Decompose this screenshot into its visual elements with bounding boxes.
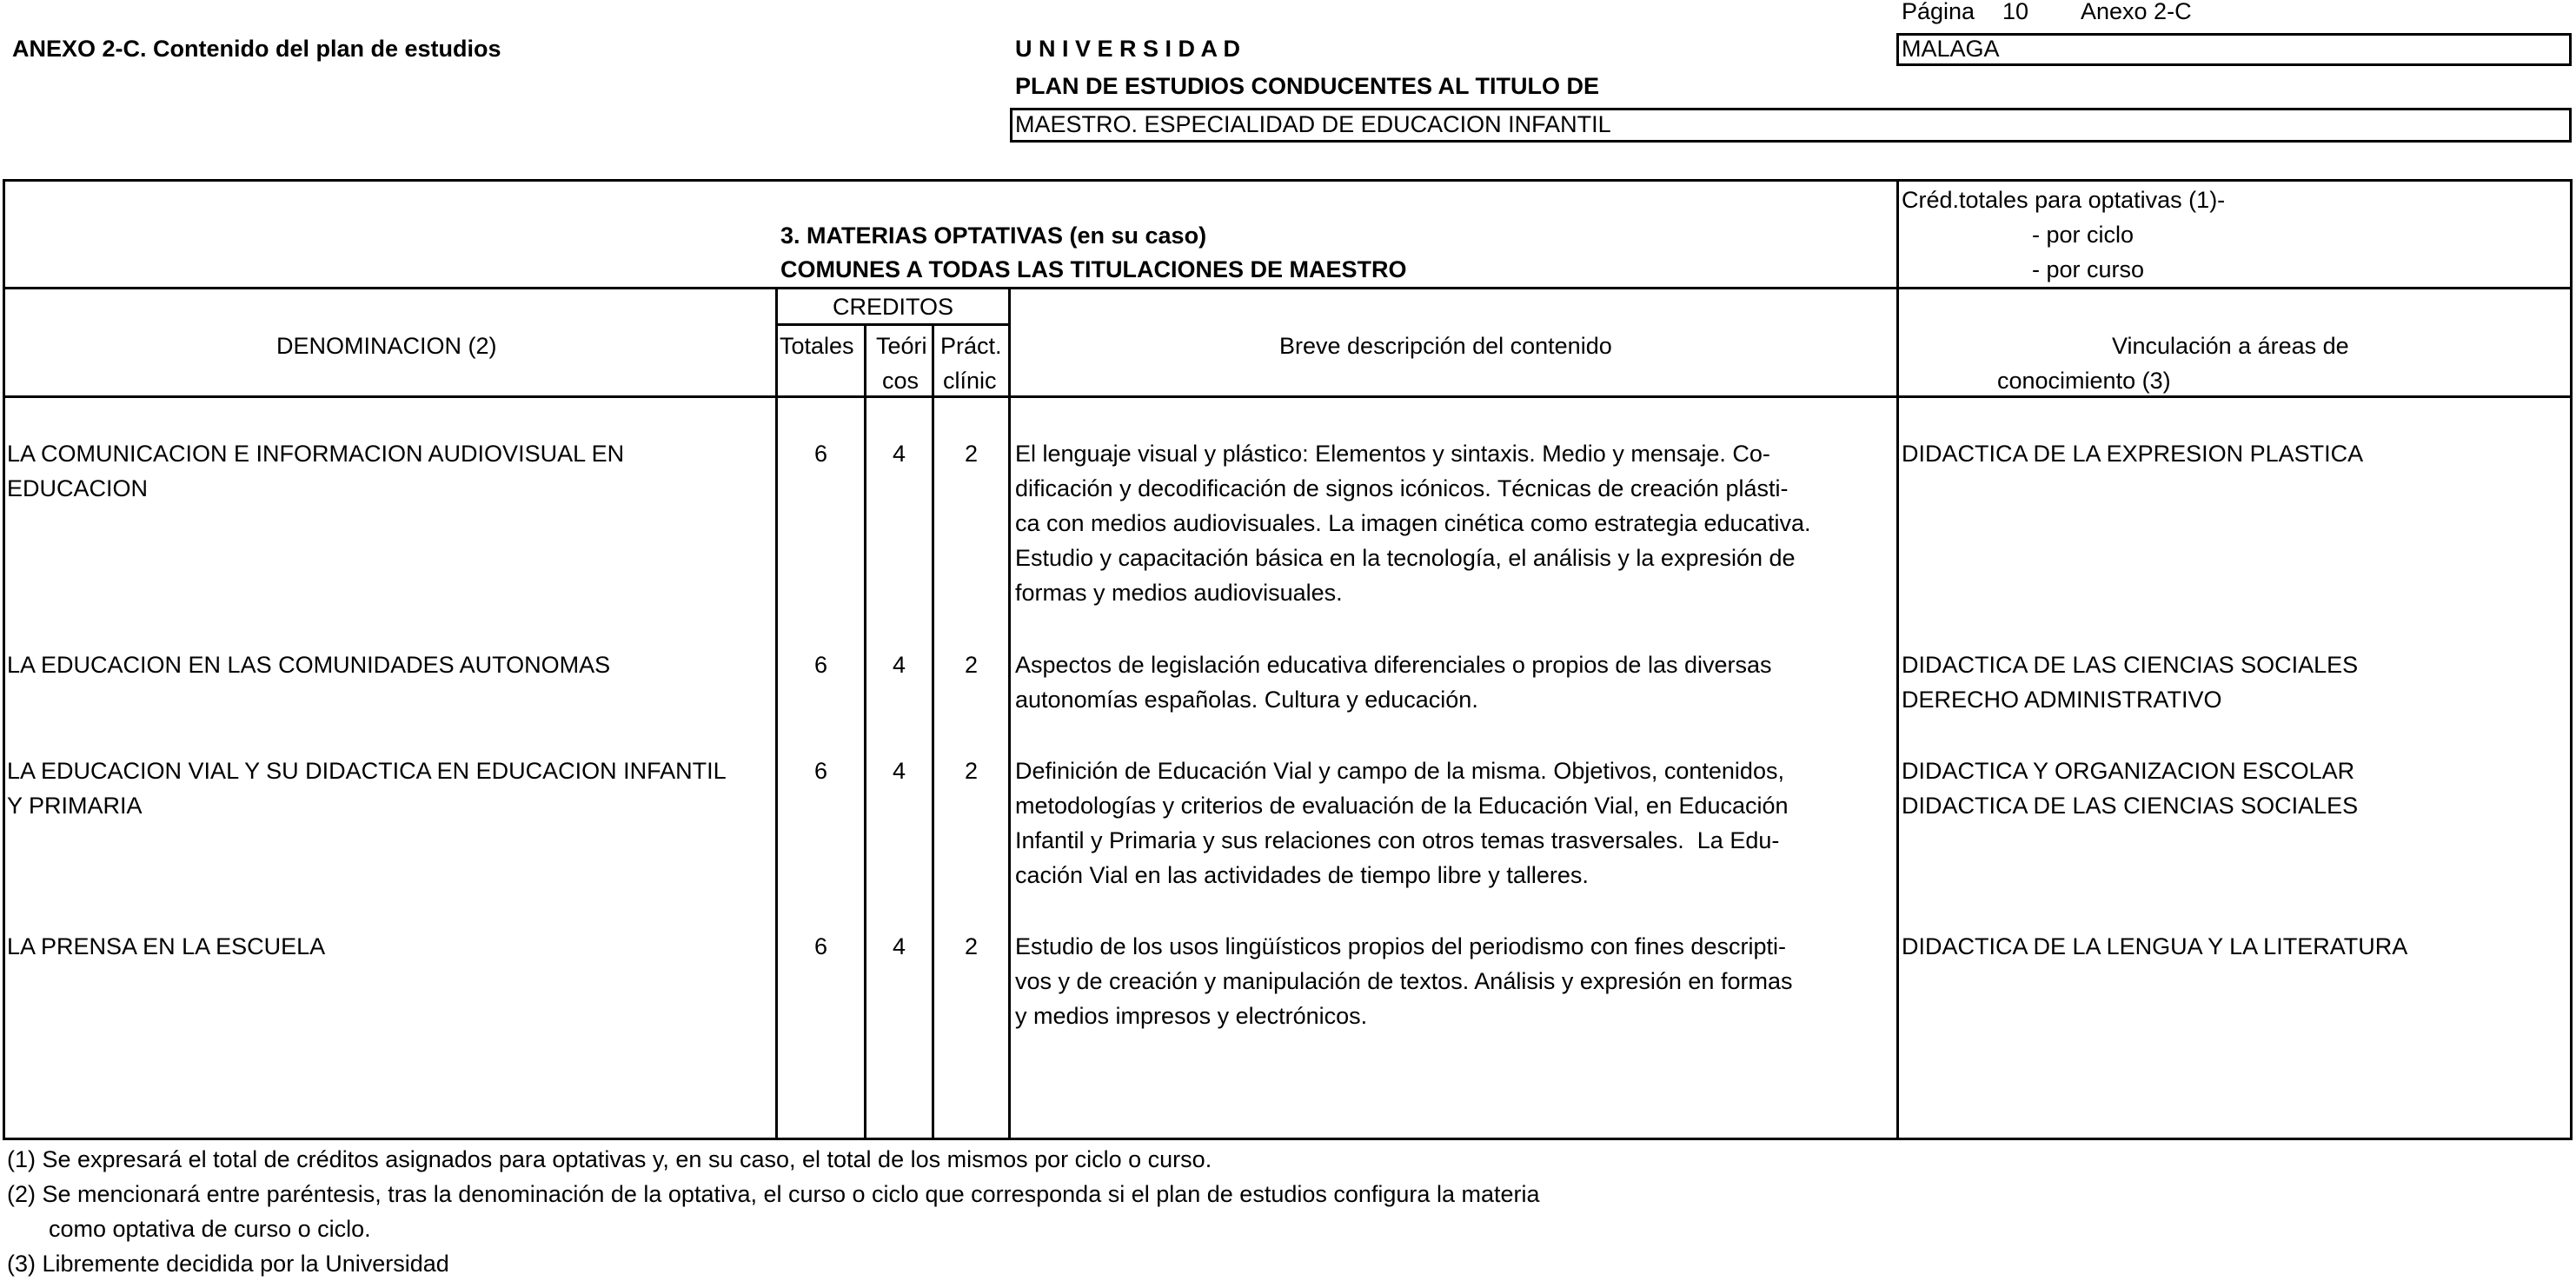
subject-description: Definición de Educación Vial y campo de la misma. Objetivos, contenidos, metodologías y criterios de evaluación de la Educación Vial, en Educación Infantil y Primaria y sus relaciones con otros temas trasversales. La Edu- cación Vial en las actividades de tiempo libre y talleres. — [1015, 758, 1789, 888]
subject-name: LA PRENSA EN LA ESCUELA — [7, 933, 326, 959]
col-creditos: CREDITOS — [832, 294, 954, 320]
table-row — [7, 753, 727, 823]
subject-description: Aspectos de legislación educativa diferenciales o propios de las diversas autonomías españolas. Cultura y educación. — [1015, 652, 1772, 713]
credits-practicos: 2 — [964, 933, 979, 959]
university-name: MALAGA — [1902, 36, 2000, 62]
degree-title: MAESTRO. ESPECIALIDAD DE EDUCACION INFANTIL — [1015, 111, 1611, 137]
subject-name: LA COMUNICACION E INFORMACION AUDIOVISUAL EN — [7, 441, 625, 467]
subject-name: Y PRIMARIA — [7, 793, 143, 819]
subject-name: LA EDUCACION EN LAS COMUNIDADES AUTONOMAS — [7, 652, 611, 678]
credits-teoricos: 4 — [892, 933, 906, 959]
annex-title: ANEXO 2-C. Contenido del plan de estudios — [12, 36, 501, 62]
credits-teoricos: 4 — [892, 758, 906, 784]
description-column-divider — [1008, 287, 1011, 1140]
credits-teoricos: 4 — [892, 652, 906, 678]
col-denominacion: DENOMINACION (2) — [276, 333, 497, 359]
table-row — [7, 647, 610, 682]
credits-teoricos: 4 — [892, 441, 906, 467]
university-label: U N I V E R S I D A D — [1015, 36, 1241, 62]
col-teoricos-2: cos — [882, 368, 920, 394]
page-label: Página — [1902, 0, 1975, 24]
table-row — [7, 436, 624, 506]
col-vinculacion-1: Vinculación a áreas de — [2112, 333, 2349, 359]
subject-name: LA EDUCACION VIAL Y SU DIDACTICA EN EDUCACION INFANTIL — [7, 758, 727, 784]
plan-label: PLAN DE ESTUDIOS CONDUCENTES AL TITULO DE — [1015, 73, 1600, 99]
footnote-2-continuation: como optativa de curso o ciclo. — [49, 1216, 371, 1242]
knowledge-areas: DIDACTICA DE LA EXPRESION PLASTICA — [1902, 441, 2364, 467]
col-practicos-1: Práct. — [940, 333, 1002, 359]
credits-practicos: 2 — [964, 441, 979, 467]
col-teoricos-1: Teóri — [876, 333, 927, 359]
credits-practicos: 2 — [964, 758, 979, 784]
section-title: 3. MATERIAS OPTATIVAS (en su caso) — [780, 222, 1207, 249]
table-row — [7, 929, 325, 964]
subject-name: EDUCACION — [7, 475, 149, 501]
credits-practicos: 2 — [964, 652, 979, 678]
col-vinculacion-2: conocimiento (3) — [1997, 368, 2171, 394]
column-header-divider — [3, 395, 2573, 398]
footnote-1: (1) Se expresará el total de créditos asignados para optativas y, en su caso, el total de los mismos por ciclo o curso. — [7, 1146, 1212, 1172]
credits-note-total: Créd.totales para optativas (1)- — [1902, 187, 2226, 213]
knowledge-areas: DIDACTICA DE LAS CIENCIAS SOCIALES DERECHO ADMINISTRATIVO — [1902, 652, 2359, 713]
col-practicos-2: clínic — [943, 368, 997, 394]
footnote-3: (3) Libremente decidida por la Universidad — [7, 1251, 449, 1277]
credits-note-cycle: - por ciclo — [2032, 222, 2134, 248]
col-totales: Totales — [780, 333, 854, 359]
annex-reference: Anexo 2-C — [2081, 0, 2192, 24]
credits-note-course: - por curso — [2032, 256, 2145, 282]
page-number: 10 — [2002, 0, 2029, 24]
footnote-2: (2) Se mencionará entre paréntesis, tras la denominación de la optativa, el curso o ciclo que corresponda si el plan de estudios configura la materia — [7, 1181, 1540, 1207]
credits-totales: 6 — [813, 652, 828, 678]
section-subtitle: COMUNES A TODAS LAS TITULACIONES DE MAESTRO — [780, 256, 1407, 282]
credits-totales: 6 — [813, 441, 828, 467]
col-descripcion: Breve descripción del contenido — [1279, 333, 1612, 359]
areas-column-divider — [1896, 179, 1899, 1140]
knowledge-areas: DIDACTICA DE LA LENGUA Y LA LITERATURA — [1902, 933, 2408, 959]
header-divider — [3, 287, 2573, 289]
credits-totales: 6 — [813, 758, 828, 784]
totales-column-divider — [775, 287, 778, 1140]
subject-description: Estudio de los usos lingüísticos propios del periodismo con fines descripti- vos y de creación y manipulación de textos. Análisis y expresión en formas y medios impresos y electrónicos. — [1015, 933, 1793, 1029]
credits-totales: 6 — [813, 933, 828, 959]
subject-description: El lenguaje visual y plástico: Elementos y sintaxis. Medio y mensaje. Co- dificación y decodificación de signos icónicos. Técnicas de creación plásti- ca con medios audiovisuales. La imagen cinética como estrategia educativa. Estudio y capacitación básica en la tecnología, el análisis y la expresión de formas y medios audiovisuales. — [1015, 441, 1811, 606]
knowledge-areas: DIDACTICA Y ORGANIZACION ESCOLAR DIDACTICA DE LAS CIENCIAS SOCIALES — [1902, 758, 2359, 819]
